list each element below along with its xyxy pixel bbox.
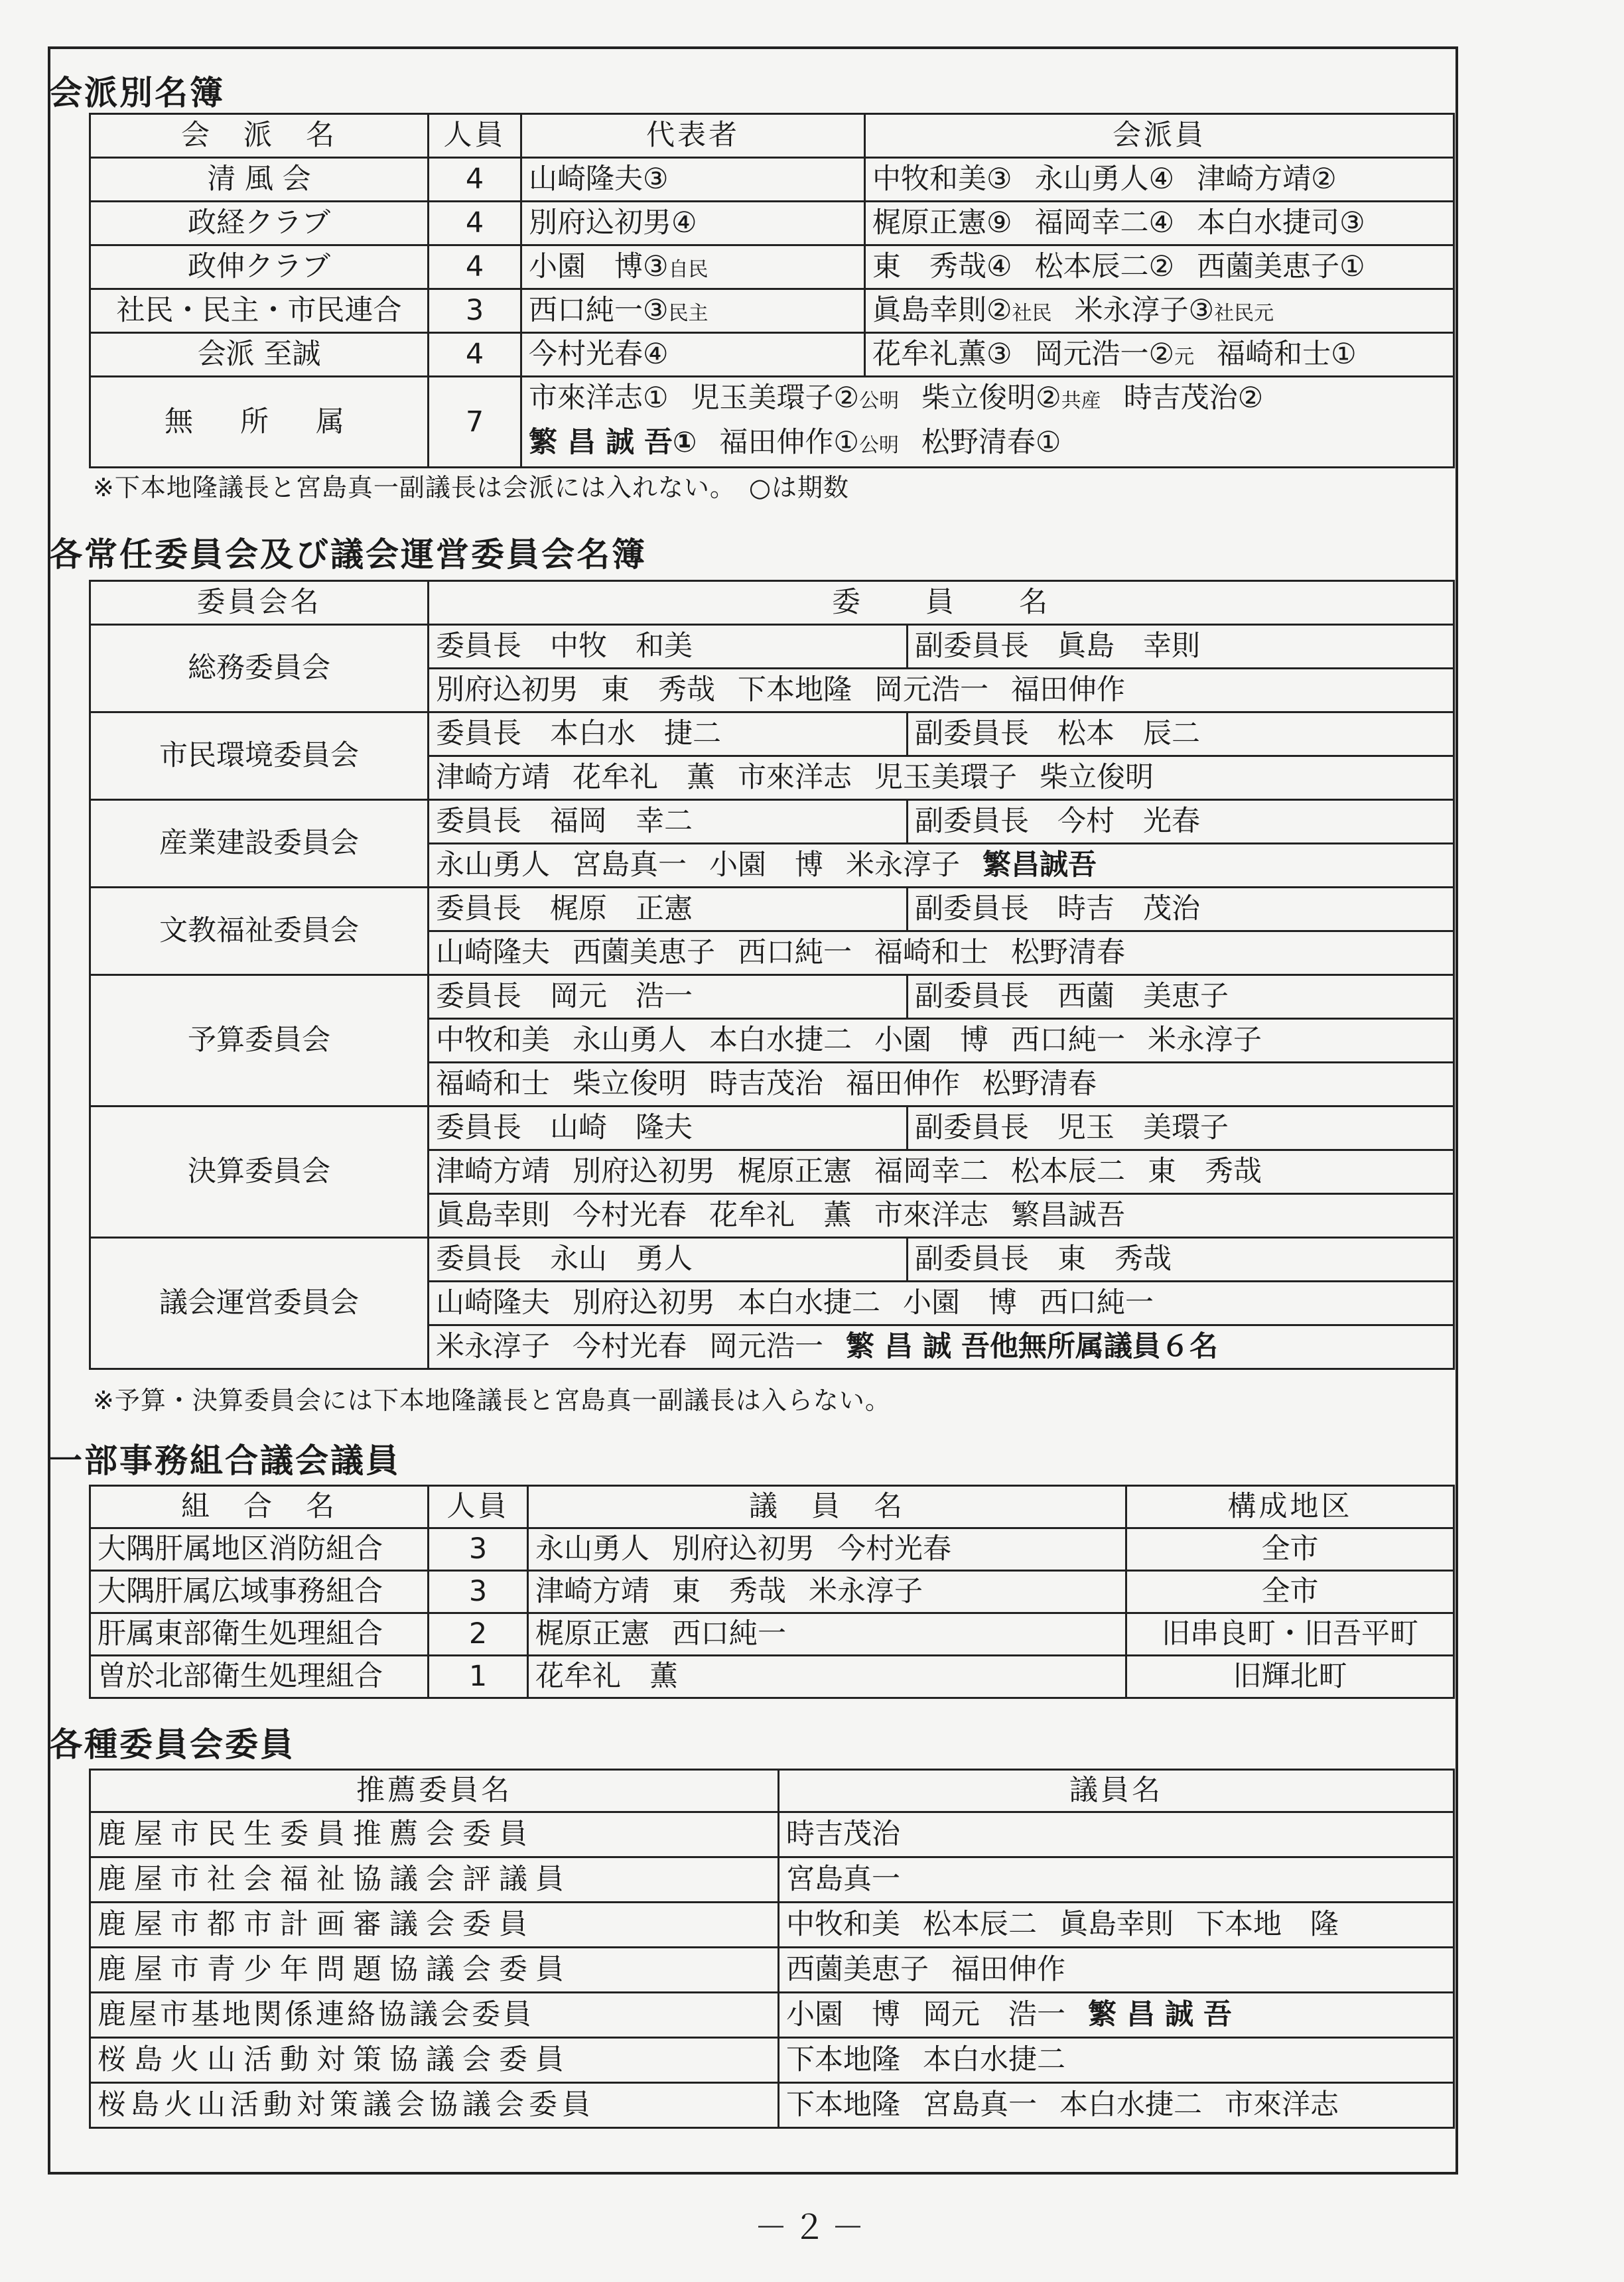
table-row	[90, 1948, 1454, 1993]
kumiai-header-members: 議 員 名	[528, 1486, 1126, 1528]
table-row	[90, 975, 1454, 1019]
kaiha-header-name: 会 派 名	[90, 114, 429, 158]
table-row	[90, 1812, 1454, 1857]
committee-vice: 副委員長 眞島 幸則	[908, 625, 1454, 669]
kumiai-name: 肝属東部衛生処理組合	[90, 1613, 429, 1656]
table-row	[90, 158, 1454, 202]
committee-name: 市民環境委員会	[90, 712, 429, 800]
kaiha-members: 花牟礼薫③ 岡元浩一②元 福崎和士①	[865, 333, 1454, 377]
committee-vice: 副委員長 東 秀哉	[908, 1238, 1454, 1282]
kakushu-members: 小園 博 岡元 浩一 繁 昌 誠 吾	[779, 1993, 1454, 2038]
committee-members: 中牧和美 永山勇人 本白水捷二 小園 博 西口純一 米永淳子	[429, 1019, 1454, 1063]
kumiai-area: 旧輝北町	[1126, 1656, 1454, 1698]
committee-members: 永山勇人 宮島真一 小園 博 米永淳子 繁昌誠吾	[429, 844, 1454, 888]
kaiha-header-count: 人員	[429, 114, 521, 158]
committee-members: 津崎方靖 花牟礼 薫 市來洋志 児玉美環子 柴立俊明	[429, 756, 1454, 800]
kakushu-members: 中牧和美 松本辰二 眞島幸則 下本地 隆	[779, 1903, 1454, 1948]
kaiha-name: 社民・民主・市民連合	[90, 289, 429, 333]
kakushu-name: 鹿屋市都市計画審議会委員	[90, 1903, 779, 1948]
table-row	[90, 625, 1454, 669]
committee-members: 山崎隆夫 別府込初男 本白水捷二 小園 博 西口純一	[429, 1282, 1454, 1325]
kaiha-rep: 山崎隆夫③	[521, 158, 865, 202]
kakushu-name: 鹿屋市青少年問題協議会委員	[90, 1948, 779, 1993]
table-row	[90, 2038, 1454, 2083]
committee-members: 福崎和士 柴立俊明 時吉茂治 福田伸作 松野清春	[429, 1063, 1454, 1107]
kumiai-area: 全市	[1126, 1528, 1454, 1571]
committee-name: 予算委員会	[90, 975, 429, 1107]
iinkai-table	[89, 580, 1455, 1370]
committee-members: 津崎方靖 別府込初男 梶原正憲 福岡幸二 松本辰二 東 秀哉	[429, 1150, 1454, 1194]
kaiha-name: 政伸クラブ	[90, 245, 429, 289]
kumiai-header-area: 構成地区	[1126, 1486, 1454, 1528]
kumiai-name: 大隅肝属地区消防組合	[90, 1528, 429, 1571]
kaiha-count: 3	[429, 289, 521, 333]
kakushu-header-members: 議員名	[779, 1770, 1454, 1812]
kaiha-name: 政経クラブ	[90, 202, 429, 245]
committee-name: 文教福祉委員会	[90, 888, 429, 975]
committee-name: 決算委員会	[90, 1107, 429, 1238]
table-row	[90, 377, 1454, 468]
kumiai-table	[89, 1485, 1455, 1699]
kumiai-area: 全市	[1126, 1571, 1454, 1613]
kumiai-count: 3	[429, 1528, 528, 1571]
kumiai-members: 梶原正憲 西口純一	[528, 1613, 1126, 1656]
kaiha-count: 4	[429, 245, 521, 289]
kakushu-name: 桜島火山活動対策協議会委員	[90, 2038, 779, 2083]
committee-chair: 委員長 山崎 隆夫	[429, 1107, 908, 1150]
kumiai-members: 津崎方靖 東 秀哉 米永淳子	[528, 1571, 1126, 1613]
committee-chair: 委員長 永山 勇人	[429, 1238, 908, 1282]
kaiha-members: 眞島幸則②社民 米永淳子③社民元	[865, 289, 1454, 333]
kaiha-rep: 別府込初男④	[521, 202, 865, 245]
table-row	[90, 1993, 1454, 2038]
committee-vice: 副委員長 松本 辰二	[908, 712, 1454, 756]
kumiai-count: 3	[429, 1571, 528, 1613]
kaiha-count: 4	[429, 158, 521, 202]
committee-vice: 副委員長 児玉 美環子	[908, 1107, 1454, 1150]
kakushu-name: 鹿屋市社会福祉協議会評議員	[90, 1857, 779, 1903]
table-row	[90, 888, 1454, 931]
committee-name: 議会運営委員会	[90, 1238, 429, 1369]
committee-chair: 委員長 福岡 幸二	[429, 800, 908, 844]
kaiha-rep: 小園 博③自民	[521, 245, 865, 289]
table-row	[90, 1613, 1454, 1656]
kaiha-header-rep: 代表者	[521, 114, 865, 158]
kakushu-table	[89, 1769, 1455, 2129]
table-row	[90, 202, 1454, 245]
iinkai-title: 各常任委員会及び議会運営委員会名簿	[49, 535, 647, 574]
kakushu-header-name: 推薦委員名	[90, 1770, 779, 1812]
kumiai-title: 一部事務組合議会議員	[49, 1442, 401, 1480]
table-row	[90, 1238, 1454, 1282]
kaiha-rep: 今村光春④	[521, 333, 865, 377]
kakushu-name: 鹿屋市民生委員推薦会委員	[90, 1812, 779, 1857]
table-row	[90, 1571, 1454, 1613]
table-row	[90, 1857, 1454, 1903]
kaiha-count: 4	[429, 333, 521, 377]
kaiha-members: 東 秀哉④ 松本辰二② 西薗美恵子①	[865, 245, 1454, 289]
kaiha-count: 4	[429, 202, 521, 245]
table-row	[90, 1107, 1454, 1150]
committee-name: 産業建設委員会	[90, 800, 429, 888]
kakushu-name: 桜島火山活動対策議会協議会委員	[90, 2083, 779, 2128]
committee-chair: 委員長 梶原 正憲	[429, 888, 908, 931]
committee-vice: 副委員長 今村 光春	[908, 800, 1454, 844]
kaiha-table	[89, 113, 1455, 468]
iinkai-header-name: 委員会名	[90, 581, 429, 625]
table-row	[90, 245, 1454, 289]
table-row	[90, 712, 1454, 756]
kumiai-name: 曽於北部衛生処理組合	[90, 1656, 429, 1698]
kaiha-title: 会派別名簿	[49, 74, 225, 112]
committee-members: 山崎隆夫 西薗美恵子 西口純一 福崎和士 松野清春	[429, 931, 1454, 975]
committee-vice: 副委員長 西薗 美恵子	[908, 975, 1454, 1019]
kakushu-members: 下本地隆 本白水捷二	[779, 2038, 1454, 2083]
kakushu-members: 下本地隆 宮島真一 本白水捷二 市來洋志	[779, 2083, 1454, 2128]
table-row	[90, 1903, 1454, 1948]
committee-members: 米永淳子 今村光春 岡元浩一 繁 昌 誠 吾他無所属議員６名	[429, 1325, 1454, 1369]
kakushu-members: 宮島真一	[779, 1857, 1454, 1903]
kaiha-members-unaffiliated: 市來洋志① 児玉美環子②公明 柴立俊明②共産 時吉茂治② 繁 昌 誠 吾① 福田伸作①公明 松野清春①	[521, 377, 1454, 468]
table-row	[90, 333, 1454, 377]
kumiai-area: 旧串良町・旧吾平町	[1126, 1613, 1454, 1656]
table-row	[90, 2083, 1454, 2128]
kakushu-name: 鹿屋市基地関係連絡協議会委員	[90, 1993, 779, 2038]
kumiai-count: 1	[429, 1656, 528, 1698]
kumiai-header-count: 人員	[429, 1486, 528, 1528]
kaiha-name: 会派 至誠	[90, 333, 429, 377]
kumiai-count: 2	[429, 1613, 528, 1656]
iinkai-note: ※予算・決算委員会には下本地隆議長と宮島真一副議長は入らない。	[93, 1386, 891, 1415]
kakushu-members: 時吉茂治	[779, 1812, 1454, 1857]
committee-members: 眞島幸則 今村光春 花牟礼 薫 市來洋志 繁昌誠吾	[429, 1194, 1454, 1238]
iinkai-header-members: 委 員 名	[429, 581, 1454, 625]
committee-vice: 副委員長 時吉 茂治	[908, 888, 1454, 931]
table-row	[90, 1528, 1454, 1571]
committee-members: 別府込初男 東 秀哉 下本地隆 岡元浩一 福田伸作	[429, 669, 1454, 712]
table-row	[90, 800, 1454, 844]
kumiai-header-name: 組 合 名	[90, 1486, 429, 1528]
committee-chair: 委員長 岡元 浩一	[429, 975, 908, 1019]
page-number: －２－	[754, 2208, 870, 2247]
table-row	[90, 289, 1454, 333]
kakushu-members: 西薗美恵子 福田伸作	[779, 1948, 1454, 1993]
committee-name: 総務委員会	[90, 625, 429, 712]
committee-chair: 委員長 中牧 和美	[429, 625, 908, 669]
kumiai-name: 大隅肝属広域事務組合	[90, 1571, 429, 1613]
kaiha-note: ※下本地隆議長と宮島真一副議長は会派には入れない。 ○は期数	[93, 473, 850, 502]
kaiha-name: 無 所 属	[90, 377, 429, 468]
committee-chair: 委員長 本白水 捷二	[429, 712, 908, 756]
kaiha-name: 清 風 会	[90, 158, 429, 202]
kumiai-members: 花牟礼 薫	[528, 1656, 1126, 1698]
table-row	[90, 1656, 1454, 1698]
kaiha-rep: 西口純一③民主	[521, 289, 865, 333]
kumiai-members: 永山勇人 別府込初男 今村光春	[528, 1528, 1126, 1571]
kaiha-members: 中牧和美③ 永山勇人④ 津崎方靖②	[865, 158, 1454, 202]
kaiha-members: 梶原正憲⑨ 福岡幸二④ 本白水捷司③	[865, 202, 1454, 245]
kaiha-header-members: 会派員	[865, 114, 1454, 158]
kakushu-title: 各種委員会委員	[49, 1725, 295, 1764]
kaiha-count: 7	[429, 377, 521, 468]
